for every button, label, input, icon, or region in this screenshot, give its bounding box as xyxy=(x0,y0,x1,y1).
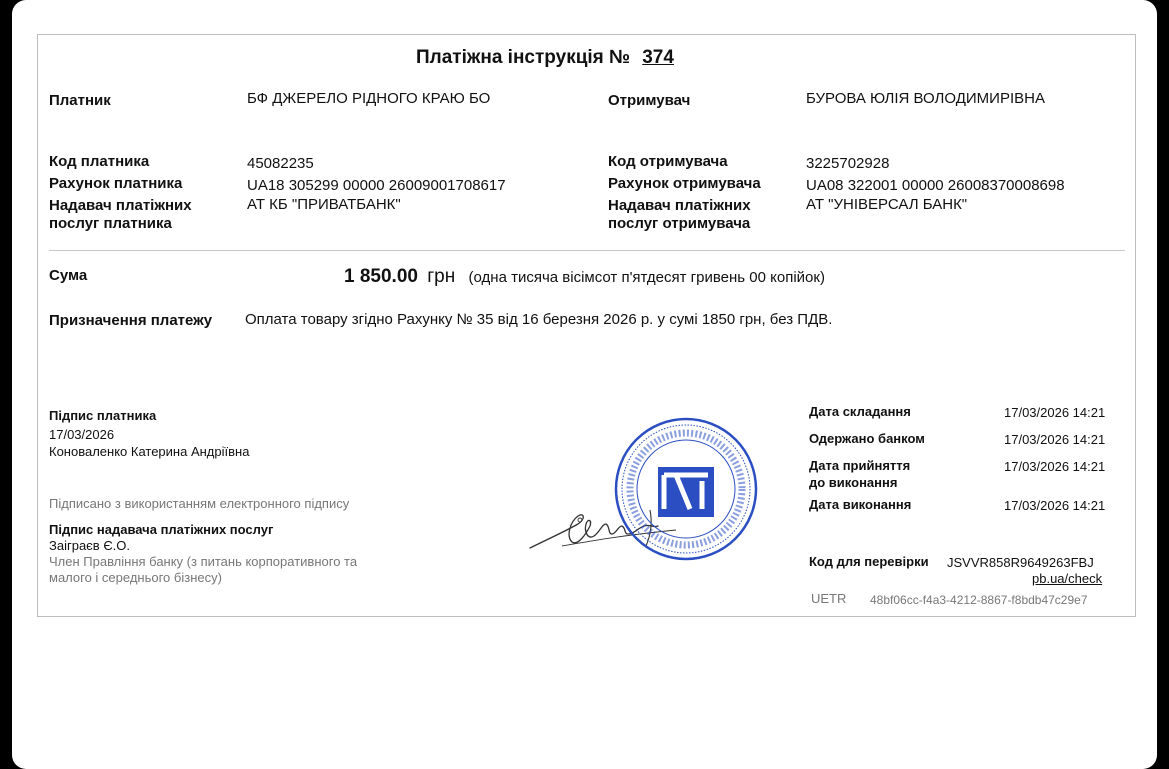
payer-signature-date: 17/03/2026 xyxy=(49,427,115,442)
payer-code-label: Код платника xyxy=(49,153,150,170)
recipient-provider-label-1: Надавач платіжних xyxy=(608,197,751,214)
verification-label: Код для перевірки xyxy=(809,554,929,569)
purpose-text: Оплата товару згідно Рахунку № 35 від 16 березня 2026 р. у сумі 1850 грн, без ПДВ. xyxy=(245,311,833,328)
provider-position-2: малого і середнього бізнесу) xyxy=(49,570,222,585)
payer-signature-label: Підпис платника xyxy=(49,408,157,423)
recipient-code: 3225702928 xyxy=(806,155,890,172)
recipient-provider: АТ "УНІВЕРСАЛ БАНК" xyxy=(806,196,968,213)
amount-currency: грн xyxy=(427,266,456,287)
date-value-created: 17/03/2026 14:21 xyxy=(1004,405,1106,420)
date-label-received: Одержано банком xyxy=(809,431,925,446)
document-page xyxy=(12,0,1157,769)
recipient-label: Отримувач xyxy=(608,92,691,109)
date-label-accepted-2: до виконання xyxy=(809,475,898,490)
recipient-name: БУРОВА ЮЛІЯ ВОЛОДИМИРІВНА xyxy=(806,90,1045,107)
verification-link[interactable]: pb.ua/check xyxy=(1032,571,1103,586)
date-label-accepted-1: Дата прийняття xyxy=(809,458,911,473)
payer-code: 45082235 xyxy=(247,155,314,172)
amount-row xyxy=(344,266,825,288)
amount-words: (одна тисяча вісімсот п'ятдесят гривень 00 копійок) xyxy=(468,269,825,286)
bank-stamp-icon xyxy=(614,417,758,561)
payer-account: UA18 305299 00000 26009001708617 xyxy=(247,177,506,194)
date-value-accepted: 17/03/2026 14:21 xyxy=(1004,459,1106,474)
date-label-executed: Дата виконання xyxy=(809,497,912,512)
recipient-provider-label-2: послуг отримувача xyxy=(608,215,751,232)
purpose-label: Призначення платежу xyxy=(49,312,213,329)
payer-provider: АТ КБ "ПРИВАТБАНК" xyxy=(247,196,401,213)
payment-instruction xyxy=(37,34,1136,617)
amount-value: 1 850.00 xyxy=(344,266,418,287)
payer-provider-label-1: Надавач платіжних xyxy=(49,197,192,214)
payer-name: БФ ДЖЕРЕЛО РІДНОГО КРАЮ БО xyxy=(247,90,491,107)
date-value-received: 17/03/2026 14:21 xyxy=(1004,432,1106,447)
verification-code: JSVVR858R9649263FBJ xyxy=(947,555,1094,570)
provider-position-1: Член Правління банку (з питань корпоративного та xyxy=(49,554,358,569)
instruction-number: 374 xyxy=(642,47,674,68)
date-label-created: Дата складання xyxy=(809,404,911,419)
amount-label: Сума xyxy=(49,267,88,284)
recipient-account-label: Рахунок отримувача xyxy=(608,175,761,192)
payer-label: Платник xyxy=(49,92,111,109)
recipient-account: UA08 322001 00000 26008370008698 xyxy=(806,177,1065,194)
provider-signature-name: Заіграєв Є.О. xyxy=(49,538,131,553)
date-value-executed: 17/03/2026 14:21 xyxy=(1004,498,1106,513)
payer-account-label: Рахунок платника xyxy=(49,175,183,192)
uetr-value: 48bf06cc-f4a3-4212-8867-f8bdb47c29e7 xyxy=(870,593,1088,607)
recipient-code-label: Код отримувача xyxy=(608,153,728,170)
payer-signature-name: Коноваленко Катерина Андріївна xyxy=(49,444,250,459)
e-sign-note: Підписано з використанням електронного підпису xyxy=(49,496,350,511)
payer-provider-label-2: послуг платника xyxy=(49,215,172,232)
uetr-label: UETR xyxy=(811,591,847,606)
page-title xyxy=(416,47,674,69)
provider-signature-label: Підпис надавача платіжних послуг xyxy=(49,522,274,537)
title-text: Платіжна інструкція № xyxy=(416,47,631,68)
section-divider xyxy=(49,250,1125,251)
